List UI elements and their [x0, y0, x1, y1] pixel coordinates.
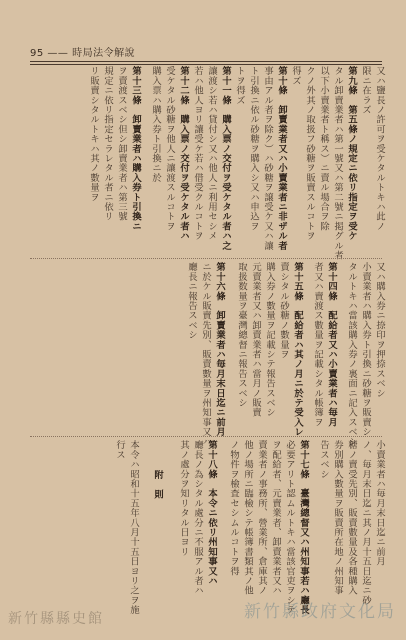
header-rule-bottom — [30, 64, 382, 65]
article-13: 第十三條 卸賣業者ハ購入券ト引換ニ — [130, 66, 141, 231]
archive-stamp: 新竹縣縣史館 — [8, 611, 104, 627]
text-column: 廳長ニ報告スベシ — [186, 262, 197, 340]
text-column: 限ニ在ラズ — [360, 66, 371, 115]
text-column: タルトキハ當該購入券ノ裏面ニ記入スベシ — [346, 262, 357, 447]
text-column: 又ハ鹽長ノ許可ヲ受ケタルトキハ此ノ — [374, 66, 385, 231]
text-column: 取扱数量ヲ臺灣總督ニ報告スベシ — [236, 262, 247, 408]
text-column: 廳長ノ為シタル處分ニ不服アル者ハ — [192, 440, 203, 596]
text-column: 小賣業者ハ購入券ト引換ニ砂糖ヲ販賣シ — [360, 262, 371, 437]
text-column: クノ外其ノ取扱フ砂糖ヲ販賣スルコトヲ — [304, 66, 315, 241]
article-15: 第十五條 配給者ハ其ノ月ニ於テ受入レ — [292, 262, 303, 437]
text-column: 得ズ — [290, 66, 301, 86]
text-column: ト引換ニ依ル砂糖ヲ購入シ又ハ申込ヲ — [248, 66, 259, 231]
page-title: 時局法令解說 — [72, 48, 136, 59]
text-column: 賣業者ノ事務所、營業所、倉庫其ノ — [256, 440, 267, 596]
tier-divider — [30, 436, 382, 437]
text-column: 購入券ノ數量ヲ記載シテ報告スベシ — [264, 262, 275, 418]
text-column: 規定ニ依リ指定セラレタル者ニ依リ — [102, 66, 113, 222]
page-number: 95 — [30, 48, 44, 59]
article-16: 第十六條 卸賣業者ハ毎月末日迄ニ前月 — [214, 262, 225, 437]
text-column: 券別購入數量ヲ販賣所在地ノ州知事 — [332, 440, 343, 596]
text-column: 糖ノ賣受先別、販賣數量及各種購入 — [346, 440, 357, 596]
article-10: 第十條 卸賣業者又ハ小賣業者ニ非ザル者 — [276, 66, 287, 251]
text-column: ヲ配給者、元賣業者、卸賣業者又ハ — [270, 440, 281, 596]
text-column: 讓渡シ若ハ貸付シ又ハ他人ニ利用セシメ — [206, 66, 217, 241]
text-column: 又ハ購入券ニ捺印ヲ押捺スベシ — [374, 262, 385, 398]
text-column: ニ於ケル販賣先別、販賣數量ヲ州知事又ハ — [200, 262, 211, 447]
page-header — [30, 44, 135, 59]
text-column: 其ノ處分ヲ知リタル日ヨリ — [178, 440, 189, 557]
text-column: 受ケタル砂糖ヲ他人ニ讓渡スルコトヲ — [164, 66, 175, 231]
article-11: 第十一條 購入票ノ交付ヲ受ケタル者ハ之 — [220, 66, 231, 251]
text-column: 必要アリト認ムルトキハ當該官吏ヲシテ — [284, 440, 295, 615]
text-column: 者又ハ賣渡ス數量ヲ記載シタル帳簿ヲ — [312, 262, 323, 427]
text-column: ノ、毎月末日迄ニ其ノ月十五日迄ニ砂 — [360, 440, 371, 605]
text-column: 他ノ場所ニ臨檢シテ帳簿書類其ノ他 — [242, 440, 253, 596]
article-9: 第九條 第五條ノ規定ニ依リ指定ヲ受ケ — [346, 66, 357, 241]
text-column: トヲ得ズ — [234, 66, 245, 105]
text-column: リ販賣シタルトキハ其ノ數量ヲ — [88, 66, 99, 202]
text-column: 以下小賣業者ト稱ス）ニ賣ル場合ヲ除 — [318, 66, 329, 231]
text-column: ノ物件ヲ檢査セシムルコトヲ得 — [228, 440, 239, 576]
text-column: 行ス — [114, 440, 125, 460]
article-18: 第十八條 本令ニ依リ州知事又ハ — [206, 440, 217, 586]
text-column: 小賣業者ハ毎月末日迄ニ前月 — [374, 440, 385, 567]
text-column: 事由アル者ヲ除ク）ハ砂糖ヲ譲受ケ又ハ讓 — [262, 66, 273, 251]
header-dash: —— — [47, 48, 69, 59]
watermark: 新竹縣政府文化局 — [244, 602, 396, 622]
article-12: 第十二條 購入票ノ交付ヲ受ケタル者ハ — [178, 66, 189, 241]
text-column: タル卸賣業者ハ第一號又ハ第二號ニ掲グル者 — [332, 66, 343, 260]
text-column: 購入票ハ購入券ト引換ニ於 — [150, 66, 161, 183]
text-column: ヲ賣渡スベシ但シ卸賣業者ハ第三號 — [116, 66, 127, 222]
text-column: 告スベシ — [318, 440, 329, 479]
text-column: 本令ハ昭和十五年八月十五日ヨリ之ヲ施 — [128, 440, 139, 615]
article-14: 第十四條 配給者又ハ小賣業者ハ毎月 — [326, 262, 337, 427]
article-17: 第十七條 臺灣總督又ハ州知事若ハ廳長 — [298, 440, 309, 615]
text-column: 賣シタル砂糖ノ數量ヲ — [278, 262, 289, 359]
supplementary-heading: 附 則 — [152, 470, 163, 500]
tier-divider — [30, 258, 382, 259]
text-column: 若ハ他人ヨリ讓受ケ若ハ借受クルコトヲ — [192, 66, 203, 241]
header-rule-top — [30, 61, 382, 62]
text-column: 元賣業者又ハ卸賣業者ハ當月ノ販賣 — [250, 262, 261, 418]
